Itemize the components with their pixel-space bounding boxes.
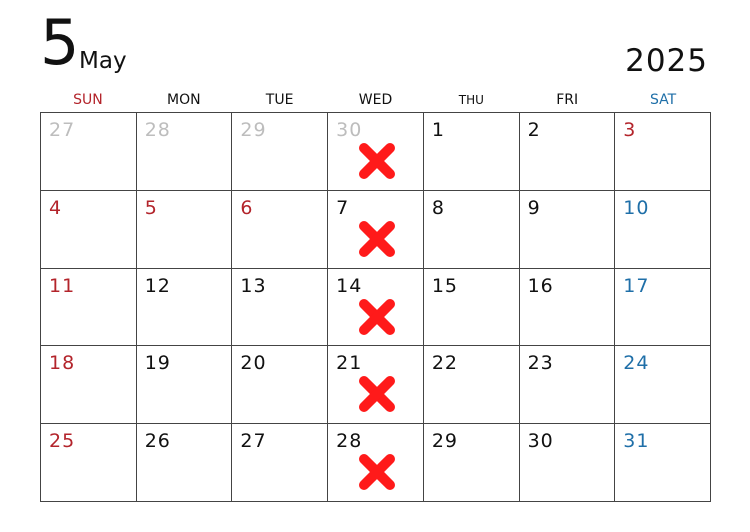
month-name: May [79,48,127,74]
day-number: 5 [144,196,158,219]
day-cell[interactable] [41,191,137,269]
day-cell[interactable] [328,269,424,347]
cross-mark-icon [357,297,397,337]
weekday-sat: SAT [649,92,677,108]
day-number: 28 [144,119,171,141]
weekday-mon: MON [166,92,201,108]
day-number: 3 [623,119,637,141]
calendar-grid [40,112,711,502]
day-number: 15 [431,274,459,297]
day-number: 26 [144,430,171,453]
day-number: 17 [623,274,650,297]
day-number: 27 [240,430,267,453]
day-number: 13 [240,274,267,297]
day-cell[interactable] [520,424,616,502]
cross-mark-icon [357,452,397,492]
weekday-wed: WED [358,92,393,108]
day-number: 29 [240,119,267,141]
day-cell[interactable] [41,113,137,191]
weekday-fri: FRI [556,92,579,108]
day-cell[interactable] [424,113,520,191]
year-label: 2025 [625,43,708,79]
day-number: 19 [144,352,171,375]
day-number: 7 [336,196,350,219]
day-number: 11 [49,274,76,297]
day-cell[interactable] [137,113,233,191]
day-number: 1 [431,119,445,141]
day-number: 25 [49,430,76,453]
day-cell[interactable] [328,191,424,269]
day-cell[interactable] [520,269,616,347]
day-cell[interactable] [41,424,137,502]
day-number: 27 [49,119,76,141]
cross-mark-icon [357,374,397,414]
day-cell[interactable] [232,424,328,502]
day-number: 29 [431,430,459,453]
day-number: 23 [527,352,554,375]
day-cell[interactable] [41,269,137,347]
day-number: 24 [623,352,650,375]
day-number: 16 [527,274,554,297]
day-cell[interactable] [520,113,616,191]
cross-mark-icon [357,141,397,181]
month-number: 5 [40,6,80,79]
weekday-thu: THU [458,93,484,107]
day-number: 14 [336,274,363,297]
day-number: 8 [431,196,445,219]
day-cell[interactable] [424,424,520,502]
day-number: 4 [49,196,63,219]
day-number: 6 [240,196,254,219]
day-cell[interactable] [41,346,137,424]
day-cell[interactable] [328,424,424,502]
day-number: 30 [336,119,363,141]
day-cell[interactable] [424,346,520,424]
day-number: 10 [623,196,650,219]
day-number: 31 [623,430,650,453]
day-cell[interactable] [615,191,711,269]
cross-mark-icon [357,219,397,259]
day-cell[interactable] [615,346,711,424]
day-cell[interactable] [615,113,711,191]
day-cell[interactable] [520,191,616,269]
day-number: 28 [336,430,363,453]
day-number: 2 [527,119,541,141]
day-cell[interactable] [232,113,328,191]
day-cell[interactable] [520,346,616,424]
day-cell[interactable] [424,191,520,269]
day-cell[interactable] [615,424,711,502]
day-number: 12 [144,274,171,297]
day-cell[interactable] [424,269,520,347]
weekday-sun: SUN [73,92,103,108]
day-cell[interactable] [232,346,328,424]
day-number: 20 [240,352,267,375]
day-number: 30 [527,430,554,453]
day-cell[interactable] [137,424,233,502]
weekday-header-row [40,90,711,110]
day-cell[interactable] [232,269,328,347]
day-number: 22 [431,352,459,375]
day-number: 18 [49,352,76,375]
day-cell[interactable] [328,113,424,191]
day-number: 9 [527,196,541,219]
day-cell[interactable] [232,191,328,269]
day-cell[interactable] [137,269,233,347]
weekday-tue: TUE [265,92,294,108]
day-cell[interactable] [137,346,233,424]
day-cell[interactable] [137,191,233,269]
day-number: 21 [336,352,363,375]
day-cell[interactable] [615,269,711,347]
day-cell[interactable] [328,346,424,424]
